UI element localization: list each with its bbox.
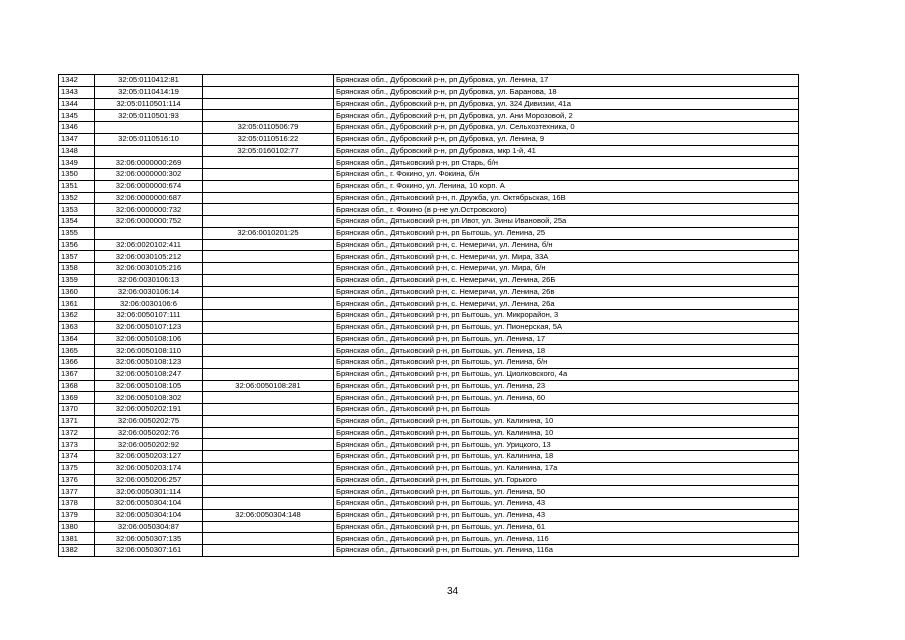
row-number-cell: 1369 — [59, 392, 95, 404]
address-cell: Брянская обл., Дубровский р-н, рп Дубровка, ул. Ленина, 9 — [334, 133, 799, 145]
row-number-cell: 1360 — [59, 286, 95, 298]
row-number-cell: 1376 — [59, 474, 95, 486]
cadastral-number-cell: 32:06:0000000:687 — [95, 192, 203, 204]
address-cell: Брянская обл., Дятьковский р-н, рп Бытошь, ул. Ленина, 61 — [334, 521, 799, 533]
table-row — [59, 368, 799, 380]
address-cell: Брянская обл., Дятьковский р-н, с. Немеричи, ул. Ленина, 26Б — [334, 274, 799, 286]
address-cell: Брянская обл., Дятьковский р-н, рп Бытошь, ул. Горького — [334, 474, 799, 486]
address-cell: Брянская обл., г. Фокино, ул. Ленина, 10 корп. А — [334, 180, 799, 192]
cadastral-number-2-cell — [203, 98, 334, 110]
table-row — [59, 357, 799, 369]
table-row — [59, 298, 799, 310]
table-row — [59, 86, 799, 98]
cadastral-number-2-cell — [203, 110, 334, 122]
cadastral-number-2-cell — [203, 86, 334, 98]
cadastral-number-2-cell — [203, 157, 334, 169]
row-number-cell: 1362 — [59, 310, 95, 322]
cadastral-number-2-cell — [203, 204, 334, 216]
cadastral-number-2-cell: 32:06:0050304:148 — [203, 509, 334, 521]
cadastral-number-2-cell — [203, 368, 334, 380]
address-cell: Брянская обл., Дубровский р-н, рп Дубровка, ул. 324 Дивизии, 41а — [334, 98, 799, 110]
table-row — [59, 263, 799, 275]
table-row — [59, 333, 799, 345]
address-cell: Брянская обл., Дятьковский р-н, с. Немеричи, ул. Мира, б/н — [334, 263, 799, 275]
address-cell: Брянская обл., Дятьковский р-н, с. Немеричи, ул. Ленина, 26в — [334, 286, 799, 298]
cadastral-number-cell: 32:06:0050304:104 — [95, 498, 203, 510]
cadastral-number-cell: 32:06:0050202:76 — [95, 427, 203, 439]
table-row — [59, 180, 799, 192]
row-number-cell: 1354 — [59, 216, 95, 228]
registry-table-body — [59, 75, 799, 557]
address-cell: Брянская обл., Дятьковский р-н, рп Бытошь, ул. Ленина, 43 — [334, 498, 799, 510]
address-cell: Брянская обл., Дятьковский р-н, рп Бытошь, ул. Калинина, 18 — [334, 451, 799, 463]
cadastral-number-cell: 32:06:0030105:212 — [95, 251, 203, 263]
table-row — [59, 122, 799, 134]
address-cell: Брянская обл., Дятьковский р-н, с. Немеричи, ул. Ленина, 26а — [334, 298, 799, 310]
address-cell: Брянская обл., Дятьковский р-н, рп Бытошь, ул. Циолковского, 4а — [334, 368, 799, 380]
cadastral-number-cell — [95, 227, 203, 239]
cadastral-number-cell: 32:06:0030106:14 — [95, 286, 203, 298]
table-row — [59, 216, 799, 228]
table-row — [59, 75, 799, 87]
cadastral-number-cell: 32:06:0050108:105 — [95, 380, 203, 392]
cadastral-number-2-cell — [203, 180, 334, 192]
row-number-cell: 1373 — [59, 439, 95, 451]
address-cell: Брянская обл., Дятьковский р-н, рп Бытошь, ул. Ленина, 25 — [334, 227, 799, 239]
table-row — [59, 274, 799, 286]
table-row — [59, 98, 799, 110]
cadastral-number-2-cell: 32:05:0160102:77 — [203, 145, 334, 157]
cadastral-number-cell: 32:06:0050108:123 — [95, 357, 203, 369]
cadastral-number-cell: 32:05:0110501:114 — [95, 98, 203, 110]
cadastral-number-cell: 32:06:0050307:135 — [95, 533, 203, 545]
cadastral-number-2-cell: 32:06:0050108:281 — [203, 380, 334, 392]
address-cell: Брянская обл., Дятьковский р-н, рп Бытошь, ул. Пионерская, 5А — [334, 321, 799, 333]
table-row — [59, 192, 799, 204]
cadastral-number-cell: 32:05:0110412:81 — [95, 75, 203, 87]
table-row — [59, 439, 799, 451]
table-row — [59, 533, 799, 545]
row-number-cell: 1368 — [59, 380, 95, 392]
table-row — [59, 321, 799, 333]
cadastral-number-cell: 32:06:0050304:104 — [95, 509, 203, 521]
address-cell: Брянская обл., Дятьковский р-н, рп Бытошь, ул. Ленина, 17 — [334, 333, 799, 345]
cadastral-number-2-cell — [203, 415, 334, 427]
cadastral-number-2-cell — [203, 321, 334, 333]
row-number-cell: 1377 — [59, 486, 95, 498]
address-cell: Брянская обл., Дятьковский р-н, рп Бытошь, ул. Ленина, 23 — [334, 380, 799, 392]
table-row — [59, 380, 799, 392]
row-number-cell: 1363 — [59, 321, 95, 333]
table-row — [59, 462, 799, 474]
table-row — [59, 157, 799, 169]
table-row — [59, 345, 799, 357]
row-number-cell: 1361 — [59, 298, 95, 310]
table-row — [59, 474, 799, 486]
address-cell: Брянская обл., Дятьковский р-н, рп Бытошь, ул. Ленина, 43 — [334, 509, 799, 521]
address-cell: Брянская обл., г. Фокино (в р-не ул.Островского) — [334, 204, 799, 216]
cadastral-number-cell: 32:06:0000000:302 — [95, 169, 203, 181]
cadastral-number-cell: 32:05:0110516:10 — [95, 133, 203, 145]
address-cell: Брянская обл., Дятьковский р-н, с. Немеричи, ул. Мира, 33А — [334, 251, 799, 263]
address-cell: Брянская обл., Дятьковский р-н, п. Дружба, ул. Октябрьская, 16В — [334, 192, 799, 204]
row-number-cell: 1343 — [59, 86, 95, 98]
cadastral-number-2-cell — [203, 75, 334, 87]
row-number-cell: 1375 — [59, 462, 95, 474]
cadastral-number-2-cell — [203, 345, 334, 357]
cadastral-number-2-cell — [203, 333, 334, 345]
cadastral-number-cell: 32:06:0050108:302 — [95, 392, 203, 404]
cadastral-number-cell: 32:06:0050108:110 — [95, 345, 203, 357]
table-row — [59, 239, 799, 251]
cadastral-number-2-cell: 32:06:0010201:25 — [203, 227, 334, 239]
row-number-cell: 1371 — [59, 415, 95, 427]
cadastral-number-cell — [95, 145, 203, 157]
row-number-cell: 1345 — [59, 110, 95, 122]
address-cell: Брянская обл., Дубровский р-н, рп Дубровка, ул. Ленина, 17 — [334, 75, 799, 87]
address-cell: Брянская обл., Дятьковский р-н, рп Бытошь — [334, 404, 799, 416]
row-number-cell: 1342 — [59, 75, 95, 87]
address-cell: Брянская обл., Дятьковский р-н, рп Бытошь, ул. Ленина, б/н — [334, 357, 799, 369]
cadastral-number-cell: 32:06:0030105:216 — [95, 263, 203, 275]
cadastral-number-2-cell — [203, 192, 334, 204]
cadastral-number-2-cell — [203, 298, 334, 310]
row-number-cell: 1372 — [59, 427, 95, 439]
table-row — [59, 451, 799, 463]
table-row — [59, 251, 799, 263]
cadastral-number-cell: 32:06:0000000:752 — [95, 216, 203, 228]
cadastral-number-cell — [95, 122, 203, 134]
row-number-cell: 1374 — [59, 451, 95, 463]
cadastral-number-cell: 32:06:0050108:106 — [95, 333, 203, 345]
row-number-cell: 1358 — [59, 263, 95, 275]
cadastral-number-2-cell — [203, 427, 334, 439]
cadastral-number-2-cell — [203, 451, 334, 463]
cadastral-number-2-cell — [203, 169, 334, 181]
cadastral-number-cell: 32:06:0000000:732 — [95, 204, 203, 216]
cadastral-number-cell: 32:06:0050206:257 — [95, 474, 203, 486]
table-row — [59, 415, 799, 427]
table-row — [59, 110, 799, 122]
cadastral-number-2-cell — [203, 486, 334, 498]
row-number-cell: 1348 — [59, 145, 95, 157]
table-row — [59, 486, 799, 498]
address-cell: Брянская обл., Дятьковский р-н, рп Бытошь, ул. Микрорайон, 3 — [334, 310, 799, 322]
cadastral-number-cell: 32:06:0050107:111 — [95, 310, 203, 322]
cadastral-number-2-cell — [203, 310, 334, 322]
cadastral-number-cell: 32:06:0050107:123 — [95, 321, 203, 333]
row-number-cell: 1380 — [59, 521, 95, 533]
row-number-cell: 1382 — [59, 545, 95, 557]
address-cell: Брянская обл., Дятьковский р-н, рп Бытошь, ул. Урицкого, 13 — [334, 439, 799, 451]
cadastral-number-cell: 32:06:0030106:6 — [95, 298, 203, 310]
cadastral-number-2-cell — [203, 498, 334, 510]
cadastral-number-2-cell — [203, 521, 334, 533]
row-number-cell: 1353 — [59, 204, 95, 216]
row-number-cell: 1347 — [59, 133, 95, 145]
row-number-cell: 1352 — [59, 192, 95, 204]
address-cell: Брянская обл., Дятьковский р-н, рп Бытошь, ул. Калинина, 17а — [334, 462, 799, 474]
cadastral-number-cell: 32:05:0110414:19 — [95, 86, 203, 98]
row-number-cell: 1351 — [59, 180, 95, 192]
table-row — [59, 509, 799, 521]
table-row — [59, 498, 799, 510]
address-cell: Брянская обл., Дятьковский р-н, рп Ивот, ул. Зины Ивановой, 25а — [334, 216, 799, 228]
table-row — [59, 227, 799, 239]
row-number-cell: 1356 — [59, 239, 95, 251]
address-cell: Брянская обл., Дятьковский р-н, с. Немеричи, ул. Ленина, б/н — [334, 239, 799, 251]
cadastral-number-cell: 32:06:0030106:13 — [95, 274, 203, 286]
row-number-cell: 1370 — [59, 404, 95, 416]
registry-table — [58, 74, 799, 557]
cadastral-number-2-cell — [203, 404, 334, 416]
address-cell: Брянская обл., Дятьковский р-н, рп Бытошь, ул. Ленина, 60 — [334, 392, 799, 404]
cadastral-number-2-cell — [203, 439, 334, 451]
cadastral-number-cell: 32:06:0050307:161 — [95, 545, 203, 557]
address-cell: Брянская обл., Дятьковский р-н, рп Бытошь, ул. Ленина, 116 — [334, 533, 799, 545]
row-number-cell: 1378 — [59, 498, 95, 510]
cadastral-number-2-cell: 32:05:0110516:22 — [203, 133, 334, 145]
table-row — [59, 392, 799, 404]
table-row — [59, 545, 799, 557]
address-cell: Брянская обл., Дятьковский р-н, рп Бытошь, ул. Ленина, 18 — [334, 345, 799, 357]
cadastral-number-2-cell — [203, 357, 334, 369]
table-row — [59, 404, 799, 416]
table-row — [59, 204, 799, 216]
address-cell: Брянская обл., Дятьковский р-н, рп Бытошь, ул. Ленина, 50 — [334, 486, 799, 498]
address-cell: Брянская обл., Дубровский р-н, рп Дубровка, мкр 1-й, 41 — [334, 145, 799, 157]
address-cell: Брянская обл., Дятьковский р-н, рп Бытошь, ул. Ленина, 116а — [334, 545, 799, 557]
cadastral-number-2-cell — [203, 216, 334, 228]
cadastral-number-2-cell — [203, 274, 334, 286]
cadastral-number-2-cell — [203, 239, 334, 251]
cadastral-number-cell: 32:06:0050108:247 — [95, 368, 203, 380]
cadastral-number-2-cell — [203, 462, 334, 474]
cadastral-number-2-cell — [203, 474, 334, 486]
address-cell: Брянская обл., Дятьковский р-н, рп Бытошь, ул. Калинина, 10 — [334, 427, 799, 439]
table-row — [59, 145, 799, 157]
cadastral-number-cell: 32:06:0000000:674 — [95, 180, 203, 192]
cadastral-number-2-cell — [203, 286, 334, 298]
table-row — [59, 133, 799, 145]
row-number-cell: 1379 — [59, 509, 95, 521]
cadastral-number-cell: 32:06:0050203:174 — [95, 462, 203, 474]
table-row — [59, 286, 799, 298]
row-number-cell: 1344 — [59, 98, 95, 110]
row-number-cell: 1364 — [59, 333, 95, 345]
row-number-cell: 1349 — [59, 157, 95, 169]
cadastral-number-cell: 32:06:0050202:75 — [95, 415, 203, 427]
row-number-cell: 1365 — [59, 345, 95, 357]
row-number-cell: 1366 — [59, 357, 95, 369]
address-cell: Брянская обл., Дятьковский р-н, рп Бытошь, ул. Калинина, 10 — [334, 415, 799, 427]
cadastral-number-cell: 32:06:0050301:114 — [95, 486, 203, 498]
cadastral-number-cell: 32:06:0050202:92 — [95, 439, 203, 451]
address-cell: Брянская обл., Дубровский р-н, рп Дубровка, ул. Баранова, 18 — [334, 86, 799, 98]
table-row — [59, 427, 799, 439]
cadastral-number-cell: 32:06:0000000:269 — [95, 157, 203, 169]
row-number-cell: 1359 — [59, 274, 95, 286]
row-number-cell: 1355 — [59, 227, 95, 239]
address-cell: Брянская обл., Дубровский р-н, рп Дубровка, ул. Ани Морозовой, 2 — [334, 110, 799, 122]
cadastral-number-2-cell — [203, 545, 334, 557]
table-row — [59, 310, 799, 322]
cadastral-number-cell: 32:06:0020102:411 — [95, 239, 203, 251]
table-row — [59, 521, 799, 533]
cadastral-number-cell: 32:06:0050202:191 — [95, 404, 203, 416]
address-cell: Брянская обл., г. Фокино, ул. Фокина, б/н — [334, 169, 799, 181]
cadastral-number-2-cell — [203, 533, 334, 545]
address-cell: Брянская обл., Дятьковский р-н, рп Старь, б/н — [334, 157, 799, 169]
cadastral-number-cell: 32:06:0050304:87 — [95, 521, 203, 533]
cadastral-number-2-cell — [203, 392, 334, 404]
row-number-cell: 1346 — [59, 122, 95, 134]
cadastral-number-2-cell: 32:05:0110506:79 — [203, 122, 334, 134]
cadastral-number-cell: 32:06:0050203:127 — [95, 451, 203, 463]
address-cell: Брянская обл., Дубровский р-н, рп Дубровка, ул. Сельхозтехника, 0 — [334, 122, 799, 134]
table-row — [59, 169, 799, 181]
cadastral-number-2-cell — [203, 251, 334, 263]
row-number-cell: 1350 — [59, 169, 95, 181]
row-number-cell: 1367 — [59, 368, 95, 380]
cadastral-number-cell: 32:05:0110501:93 — [95, 110, 203, 122]
row-number-cell: 1357 — [59, 251, 95, 263]
row-number-cell: 1381 — [59, 533, 95, 545]
page-number: 34 — [446, 586, 459, 597]
cadastral-number-2-cell — [203, 263, 334, 275]
